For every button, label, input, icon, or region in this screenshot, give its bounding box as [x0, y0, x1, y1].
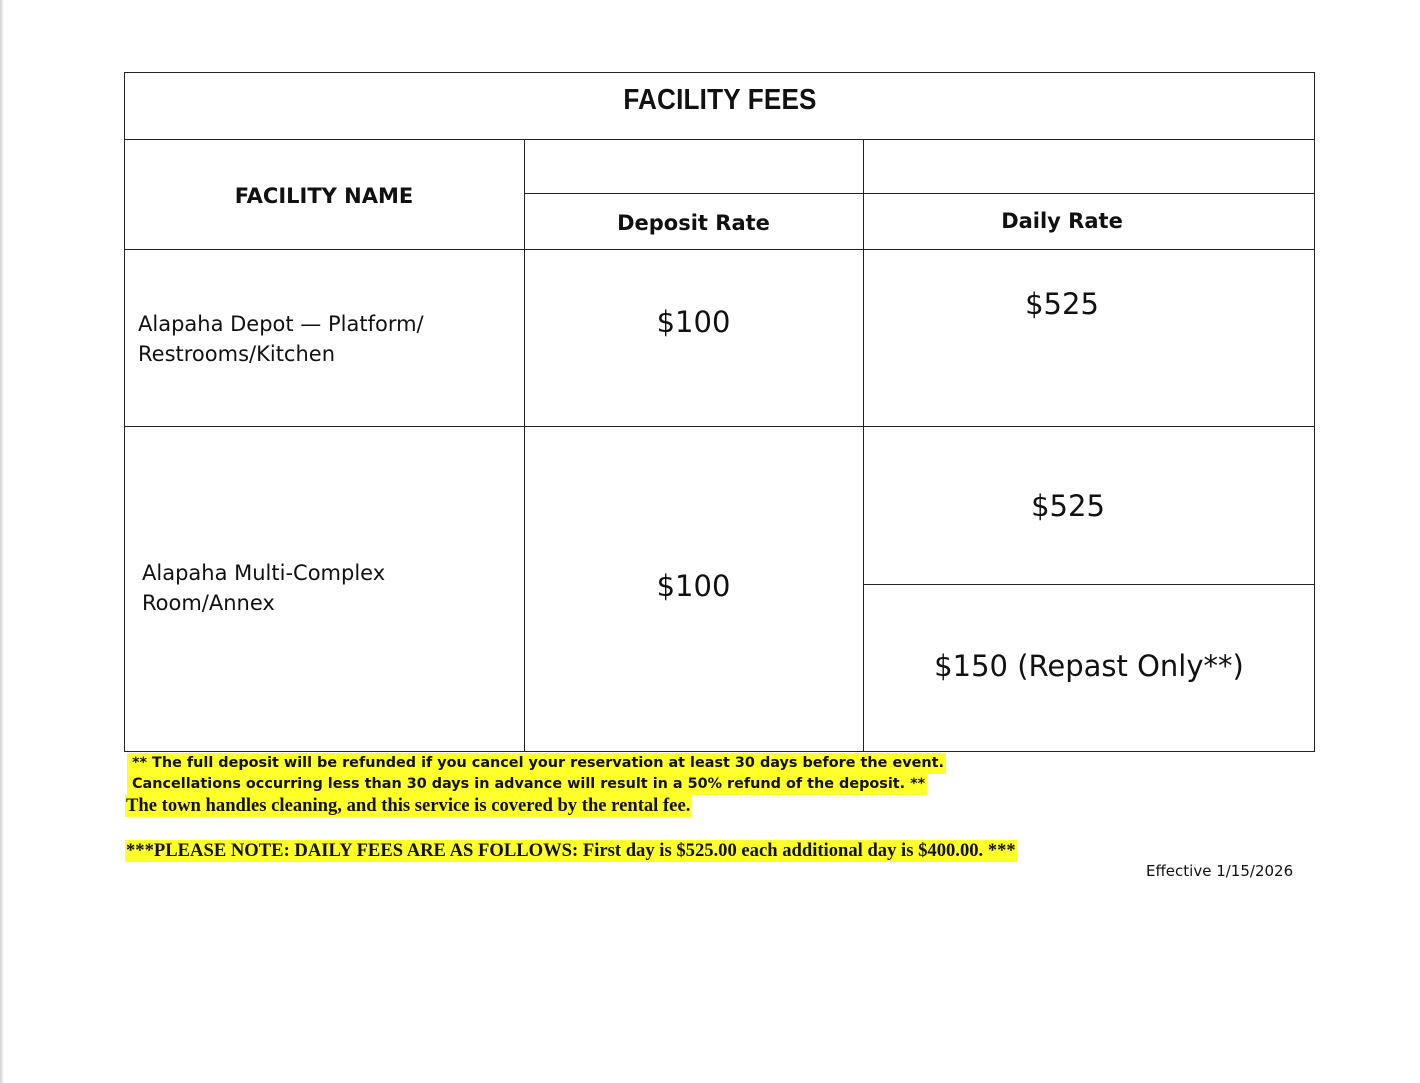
facility-name-line: Alapaha Multi-Complex — [142, 561, 386, 585]
header-facility-name: FACILITY NAME — [234, 184, 414, 208]
scan-edge — [0, 0, 4, 1083]
table-border-left — [124, 72, 125, 752]
refund-note-line2: Cancellations occurring less than 30 days in advance will result in a 50% refund of the deposit. ** — [127, 774, 927, 795]
deposit-rate-value: $100 — [656, 569, 731, 603]
facility-name — [138, 309, 424, 369]
header-daily-rate: Daily Rate — [1001, 209, 1123, 233]
facility-name-line: Alapaha Depot — Platform/ — [138, 312, 424, 336]
effective-date: Effective 1/15/2026 — [1146, 862, 1294, 880]
facility-name — [142, 558, 385, 618]
refund-note-line1: ** The full deposit will be refunded if you cancel your reservation at least 30 days before the event. — [127, 753, 946, 774]
daily-fees-note: ***PLEASE NOTE: DAILY FEES ARE AS FOLLOWS: First day is $525.00 each additional day is $400.00. *** — [126, 840, 1016, 861]
row1-divider — [124, 426, 1315, 427]
header-subrow-divider — [524, 193, 1315, 194]
daily-rate-value: $525 — [1031, 489, 1105, 523]
title-row-divider — [124, 139, 1315, 140]
page-title: FACILITY FEES — [623, 84, 817, 116]
header-row-divider — [124, 249, 1315, 250]
cleaning-note: The town handles cleaning, and this service is covered by the rental fee. — [126, 795, 691, 816]
table-border-top — [124, 72, 1315, 73]
deposit-rate-value: $100 — [656, 305, 731, 339]
row2-daily-divider — [863, 584, 1315, 585]
facility-name-line: Room/Annex — [142, 591, 275, 615]
daily-rate-value: $525 — [1025, 287, 1099, 321]
repast-rate-value: $150 (Repast Only**) — [934, 649, 1244, 683]
facility-name-line: Restrooms/Kitchen — [138, 342, 336, 366]
header-deposit-rate: Deposit Rate — [617, 211, 770, 235]
